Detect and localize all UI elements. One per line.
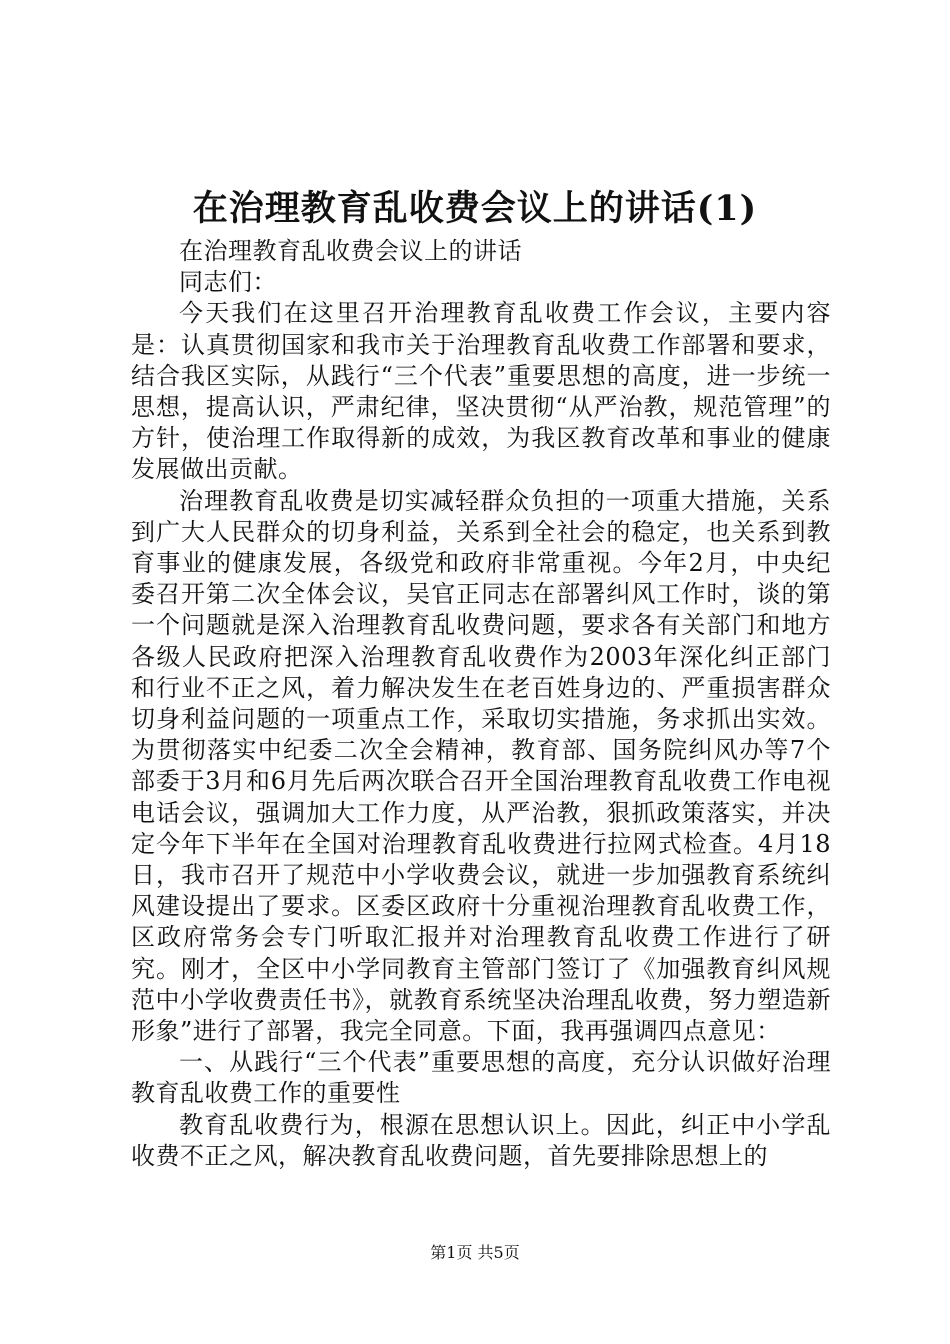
body-paragraph: 教育乱收费行为，根源在思想认识上。因此，纠正中小学乱收费不正之风，解决教育乱收费问题，首先要排除思想上的 (131, 1110, 831, 1170)
body-paragraph: 治理教育乱收费是切实减轻群众负担的一项重大措施，关系到广大人民群众的切身利益，关系到全社会的稳定，也关系到教育事业的健康发展，各级党和政府非常重视。今年2月，中央纪委召开第二次全体会议，吴官正同志在部署纠风工作时，谈的第一个问题就是深入治理教育乱收费问题，要求各有关部门和地方各级人民政府把深入治理教育乱收费作为2003年深化纠正部门和行业不正之风，着力解决发生在老百姓身边的、严重损害群众切身利益问题的一项重点工作，采取切实措施，务求抓出实效。为贯彻落实中纪委二次全会精神，教育部、国务院纠风办等7个部委于3月和6月先后两次联合召开全国治理教育乱收费工作电视电话会议，强调加大工作力度，从严治教，狠抓政策落实，并决定今年下半年在全国对治理教育乱收费进行拉网式检查。4月18日，我市召开了规范中小学收费会议，就进一步加强教育系统纠风建设提出了要求。区委区政府十分重视治理教育乱收费工作，区政府常务会专门听取汇报并对治理教育乱收费工作进行了研究。刚才，全区中小学同教育主管部门签订了《加强教育纠风规范中小学收费责任书》，就教育系统坚决治理乱收费，努力塑造新形象”进行了部署，我完全同意。下面，我再强调四点意见： (131, 486, 831, 1046)
subtitle-paragraph: 在治理教育乱收费会议上的讲话 (179, 237, 522, 265)
section-heading: 一、从践行“三个代表”重要思想的高度，充分认识做好治理教育乱收费工作的重要性 (131, 1048, 831, 1108)
body-paragraph: 今天我们在这里召开治理教育乱收费工作会议，主要内容是：认真贯彻国家和我市关于治理教育乱收费工作部署和要求，结合我区实际，从践行“三个代表”重要思想的高度，进一步统一思想，提高认识，严肃纪律，坚决贯彻“从严治教，规范管理”的方针，使治理工作取得新的成效，为我区教育改革和事业的健康发展做出贡献。 (131, 299, 831, 484)
document-body (131, 236, 831, 1172)
salutation-paragraph: 同志们： (179, 268, 277, 297)
document-title: 在治理教育乱收费会议上的讲话(1) (192, 188, 758, 229)
page-footer: 第1页 共5页 (430, 1243, 520, 1262)
